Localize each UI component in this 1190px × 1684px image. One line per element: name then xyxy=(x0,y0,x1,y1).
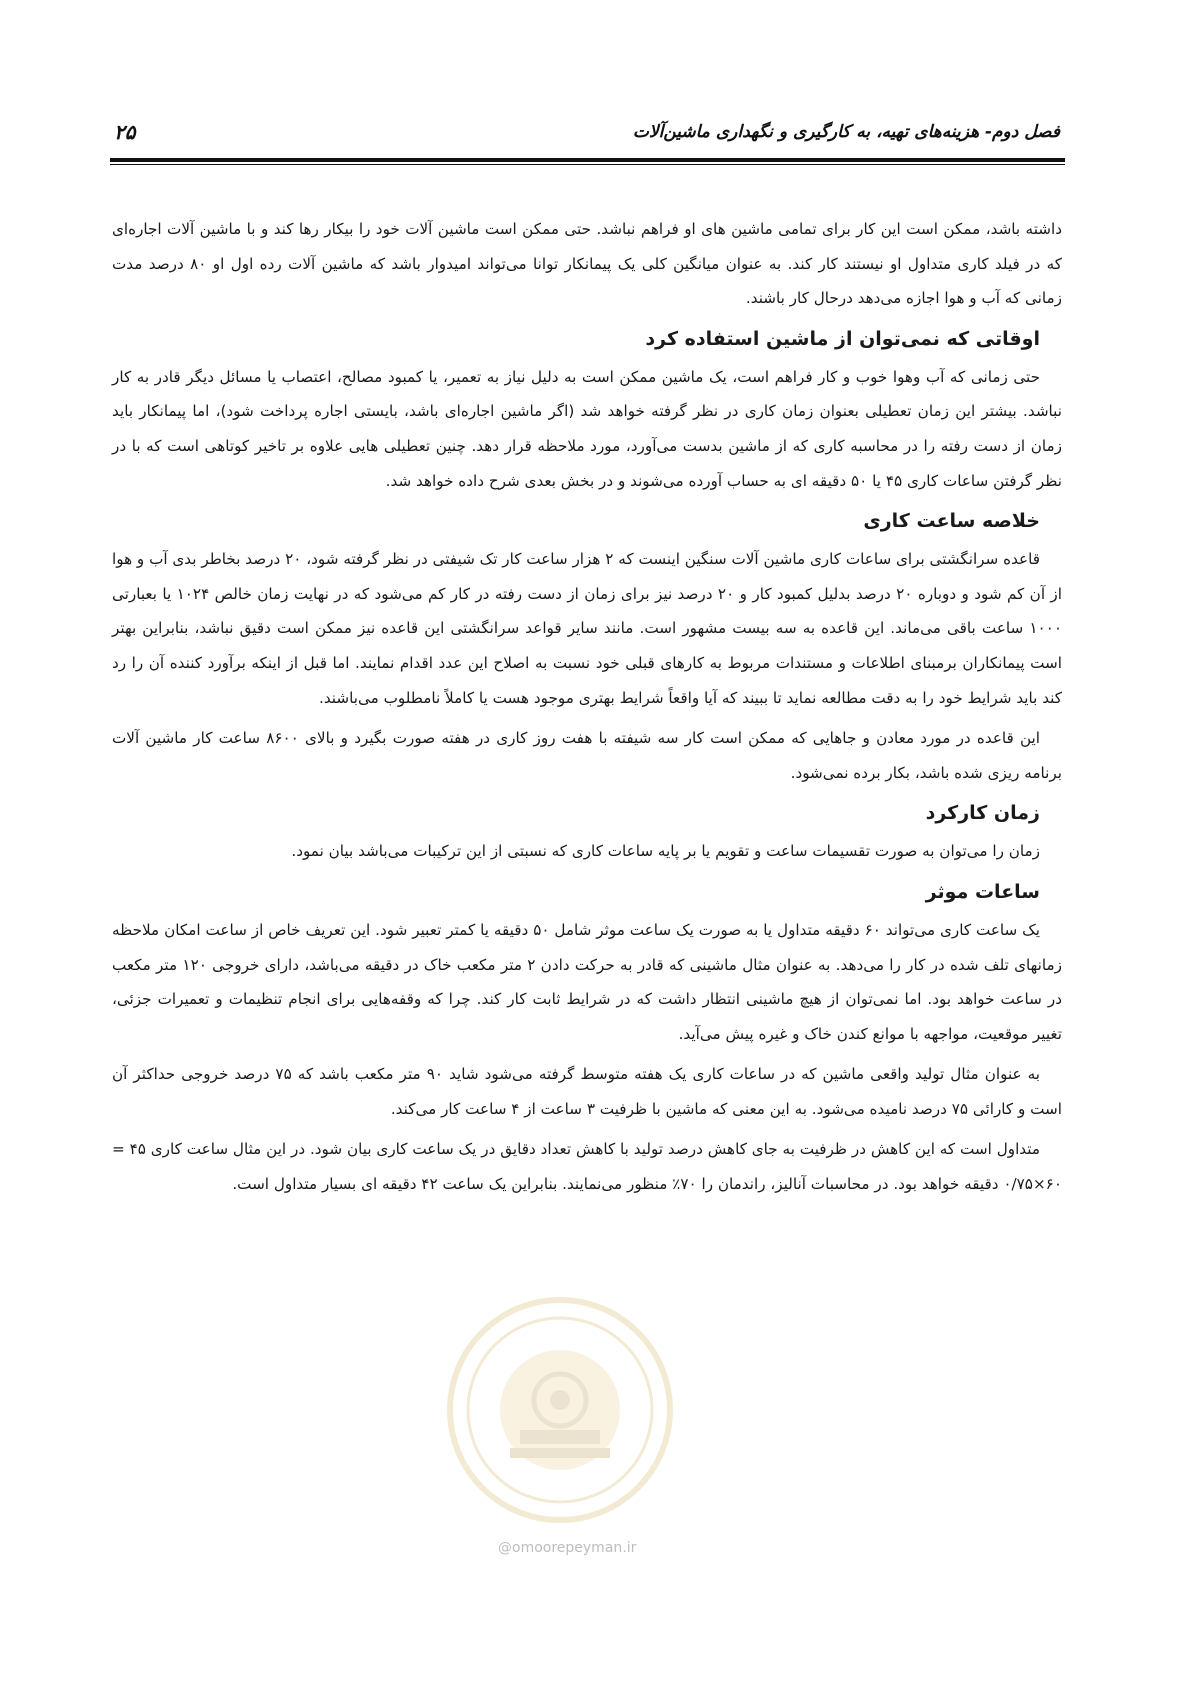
paragraph-operating-time: زمان را می‌توان به صورت تقسیمات ساعت و تقویم یا بر پایه ساعات کاری که نسبتی از این ترکیبات می‌باشد بیان نمود. xyxy=(291,842,1040,861)
intro-paragraph: داشته باشد، ممکن است این کار برای تمامی ماشین های او فراهم نباشد. حتی ممکن است ماشین آلات خود را بیکار رها کند و با ماشین آلات اجاره‌ای که در فیلد کاری متداول او نیستند کار کند. به عنوان میانگین کلی یک پیمانکار توانا می‌تواند امیدوار باشد که ماشین آلات رده اول او ۸۰ درصد مدت زمانی که آب و هوا اجازه می‌دهد درحال کار باشند. xyxy=(112,220,1062,308)
paragraph-rule-of-thumb: قاعده سرانگشتی برای ساعات کاری ماشین آلات سنگین اینست که ۲ هزار ساعت کار تک شیفتی در نظر گرفته شود، ۲۰ درصد بخاطر بدی آب و هوا از آن کم شود و دوباره ۲۰ درصد بدلیل کمبود کار و ۲۰ درصد نیز برای زمان از دست رفته در کار کم می‌شود که در نهایت زمان خالص ۱۰۲۴ یا بعبارتی ۱۰۰۰ ساعت باقی می‌ماند. این قاعده به سه بیست مشهور است. مانند سایر قواعد سرانگشتی این قاعده نیز ممکن است دقیق نباشد، بنابراین بهتر است پیمانکاران برمبنای اطلاعات و مستندات مربوط به کارهای قبلی خود نسبت به اصلاح این عدد اقدام نمایند. اما قبل از اینکه برآورد کننده آن را رد کند باید شرایط خود را به دقت مطالعه نماید تا ببیند که آیا واقعاً شرایط بهتری موجود هست یا کاملاً نامطلوب می‌باشند. xyxy=(112,550,1062,707)
page-header xyxy=(110,122,1060,156)
watermark-url: @omoorepeyman.ir xyxy=(498,1540,637,1556)
header-rule-thick xyxy=(110,158,1065,162)
section-heading-machine-downtime: اوقاتی که نمی‌توان از ماشین استفاده کرد xyxy=(645,327,1040,350)
section-heading-effective-hours: ساعات موثر xyxy=(925,880,1040,903)
header-rule-thin xyxy=(110,164,1065,165)
chapter-title: فصل دوم- هزینه‌های تهیه، به کارگیری و نگهداری ماشین‌آلات xyxy=(632,122,1060,142)
page-number: ۲۵ xyxy=(114,120,136,144)
paragraph-production-example: به عنوان مثال تولید واقعی ماشین که در ساعات کاری یک هفته متوسط گرفته می‌شود شاید ۹۰ متر مکعب باشد که ۷۵ درصد خروجی حداکثر آن است و کارائی ۷۵ درصد نامیده می‌شود. به این معنی که ماشین با ظرفیت ۳ ساعت از ۴ ساعت کار می‌کند. xyxy=(112,1065,1062,1118)
paragraph-efficiency-minutes: متداول است که این کاهش در ظرفیت به جای کاهش درصد تولید با کاهش تعداد دقایق در یک ساعت کاری بیان شود. در این مثال ساعت کاری ۴۵ = ۶۰×۰/۷۵ دقیقه خواهد بود. در محاسبات آنالیز، راندمان را ۷۰٪ منظور می‌نمایند. بنابراین یک ساعت ۴۲ دقیقه ای بسیار متداول است. xyxy=(112,1140,1062,1194)
paragraph-effective-hour-definition: یک ساعت کاری می‌تواند ۶۰ دقیقه متداول یا به صورت یک ساعت موثر شامل ۵۰ دقیقه یا کمتر تعبیر شود. این تعریف خاص از ساعت امکان ملاحظه زمانهای تلف شده در کار را می‌دهد. به عنوان مثال ماشینی که قادر به حرکت دادن ۲ متر مکعب خاک در دقیقه می‌باشد، دارای خروجی ۱۲۰ متر مکعب در ساعت خواهد بود. اما نمی‌توان از هیچ ماشینی انتظار داشت که در شرایط ثابت کار کند. چرا که وقفه‌هایی برای انجام تنظیمات و تعمیرات جزئی، تغییر موقعیت، مواجهه با موانع کندن خاک و غیره پیش می‌آید. xyxy=(112,920,1062,1043)
paragraph-machine-downtime: حتی زمانی که آب وهوا خوب و کار فراهم است، یک ماشین ممکن است به دلیل نیاز به تعمیر، یا کمبود مصالح، اعتصاب یا مسائل دیگر قادر به کار نباشد. بیشتر این زمان تعطیلی بعنوان زمان کاری در نظر گرفته خواهد شد (اگر ماشین اجاره‌ای باشد، بایستی اجاره پرداخت شود)، اما پیمانکار باید زمان از دست رفته را در محاسبه کاری که از ماشین بدست می‌آورد، مورد ملاحظه قرار دهد. چنین تعطیلی هایی علاوه بر تاخیر کوتاهی است که با در نظر گرفتن ساعات کاری ۴۵ یا ۵۰ دقیقه ای به حساب آورده می‌شوند و در بخش بعدی شرح داده خواهد شد. xyxy=(112,367,1062,490)
section-heading-operating-time: زمان کارکرد xyxy=(925,802,1040,825)
watermark-seal-logo xyxy=(440,1290,680,1530)
paragraph-mines-exception: این قاعده در مورد معادن و جاهایی که ممکن است کار سه شیفته با هفت روز کاری در هفته صورت بگیرد و بالای ۸۶۰۰ ساعت کار ماشین آلات برنامه ریزی شده باشد، بکار برده نمی‌شود. xyxy=(112,729,1062,782)
page-body xyxy=(112,212,1062,1208)
section-heading-working-hours-summary: خلاصه ساعت کاری xyxy=(863,510,1040,533)
